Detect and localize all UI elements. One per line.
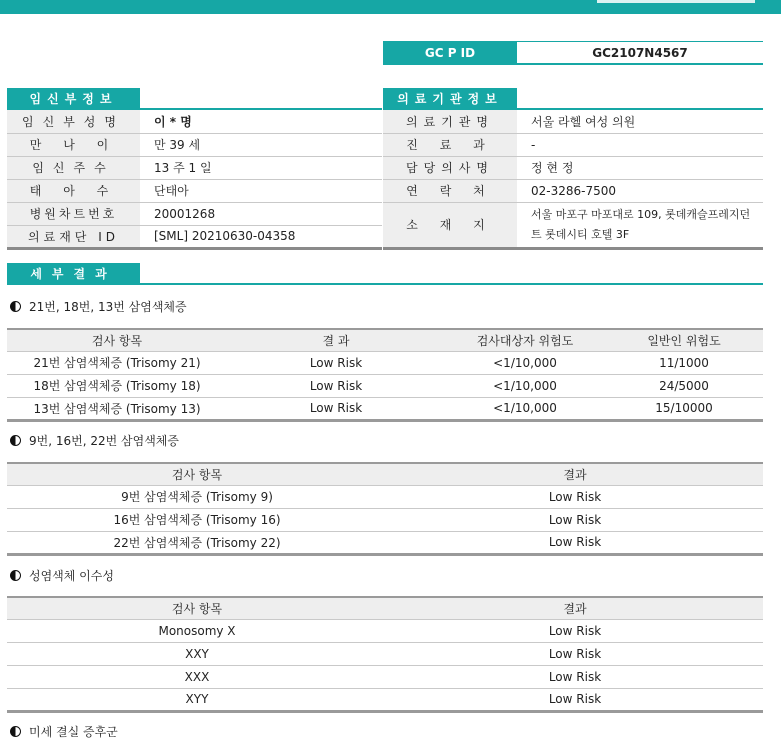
table-row	[7, 397, 763, 420]
institution-value: -	[517, 133, 763, 156]
institution-value: 서울 라헬 여성 의원	[517, 110, 763, 133]
table-row	[7, 688, 763, 711]
patient-value: 20001268	[140, 202, 382, 225]
column-header: 결과	[387, 463, 763, 485]
patient-row	[7, 202, 382, 225]
table-row	[7, 351, 763, 374]
table-row	[7, 508, 763, 531]
result: Low Risk	[387, 485, 763, 508]
general-risk: 24/5000	[605, 374, 763, 397]
detail-results-header	[7, 263, 763, 285]
gcp-id-value: GC2107N4567	[517, 41, 763, 65]
group3-title-row	[10, 567, 114, 584]
patient-value: [SML] 20210630-04358	[140, 225, 382, 248]
table-row	[7, 619, 763, 642]
patient-key: 만 나 이	[7, 133, 140, 156]
institution-key: 의료기관명	[383, 110, 517, 133]
result: Low Risk	[387, 619, 763, 642]
institution-info-header	[383, 88, 763, 110]
test-item: Monosomy X	[7, 619, 387, 642]
table-row	[7, 485, 763, 508]
column-header: 일반인 위험도	[605, 329, 763, 351]
top-bar	[0, 0, 781, 14]
institution-key: 소 재 지	[383, 202, 517, 248]
institution-row	[383, 133, 763, 156]
gcp-id-row	[383, 41, 763, 65]
institution-row	[383, 179, 763, 202]
subject-risk: <1/10,000	[445, 351, 605, 374]
subject-risk: <1/10,000	[445, 374, 605, 397]
result: Low Risk	[387, 531, 763, 554]
patient-value: 이 * 명	[140, 110, 382, 133]
institution-value: 02-3286-7500	[517, 179, 763, 202]
group1-title: 21번, 18번, 13번 삼염색체증	[29, 300, 187, 314]
column-header: 검사대상자 위험도	[445, 329, 605, 351]
institution-value: 서울 마포구 마포대로 109, 롯데캐슬프레지던트 롯데시티 호텔 3F	[517, 202, 763, 248]
patient-value: 만 39 세	[140, 133, 382, 156]
group2-title: 9번, 16번, 22번 삼염색체증	[29, 434, 179, 448]
patient-key: 임신주수	[7, 156, 140, 179]
test-item: 13번 삼염색체증 (Trisomy 13)	[7, 397, 227, 420]
result: Low Risk	[227, 374, 445, 397]
patient-info-table	[7, 110, 382, 250]
patient-value: 13 주 1 일	[140, 156, 382, 179]
institution-key: 연 락 처	[383, 179, 517, 202]
half-circle-bullet-icon	[10, 726, 21, 737]
group2-title-row	[10, 432, 179, 449]
column-header: 검사 항목	[7, 463, 387, 485]
result: Low Risk	[387, 642, 763, 665]
column-header: 결 과	[227, 329, 445, 351]
patient-info-header	[7, 88, 382, 110]
institution-row	[383, 110, 763, 133]
test-item: 16번 삼염색체증 (Trisomy 16)	[7, 508, 387, 531]
patient-value: 단태아	[140, 179, 382, 202]
test-item: 9번 삼염색체증 (Trisomy 9)	[7, 485, 387, 508]
patient-key: 태 아 수	[7, 179, 140, 202]
patient-info-title: 임신부정보	[7, 88, 140, 110]
group4-title-row	[10, 723, 118, 738]
test-item: XYY	[7, 688, 387, 711]
half-circle-bullet-icon	[10, 301, 21, 312]
institution-value: 정 현 정	[517, 156, 763, 179]
patient-key: 의료재단 ID	[7, 225, 140, 248]
result: Low Risk	[227, 351, 445, 374]
institution-info-table	[383, 110, 763, 250]
test-item: 22번 삼염색체증 (Trisomy 22)	[7, 531, 387, 554]
subject-risk: <1/10,000	[445, 397, 605, 420]
half-circle-bullet-icon	[10, 570, 21, 581]
table-row	[7, 665, 763, 688]
table-row	[7, 642, 763, 665]
column-header: 결과	[387, 597, 763, 619]
patient-key: 임신부성명	[7, 110, 140, 133]
group1-table	[7, 328, 763, 422]
group2-table	[7, 462, 763, 556]
patient-key: 병원차트번호	[7, 202, 140, 225]
patient-row	[7, 110, 382, 133]
table-row	[7, 531, 763, 554]
test-item: XXY	[7, 642, 387, 665]
group3-table	[7, 596, 763, 713]
institution-row	[383, 156, 763, 179]
test-item: 21번 삼염색체증 (Trisomy 21)	[7, 351, 227, 374]
patient-row	[7, 179, 382, 202]
institution-key: 진 료 과	[383, 133, 517, 156]
result: Low Risk	[387, 665, 763, 688]
test-item: XXX	[7, 665, 387, 688]
table-row	[7, 374, 763, 397]
group4-title: 미세 결실 증후군	[29, 725, 118, 738]
test-item: 18번 삼염색체증 (Trisomy 18)	[7, 374, 227, 397]
column-header: 검사 항목	[7, 329, 227, 351]
general-risk: 15/10000	[605, 397, 763, 420]
institution-key: 담당의사명	[383, 156, 517, 179]
detail-results-title: 세부결과	[7, 263, 140, 285]
patient-row	[7, 133, 382, 156]
result: Low Risk	[387, 688, 763, 711]
patient-row	[7, 156, 382, 179]
gcp-id-label: GC P ID	[383, 41, 517, 65]
column-header: 검사 항목	[7, 597, 387, 619]
group3-title: 성염색체 이수성	[29, 569, 114, 583]
institution-info-title: 의료기관정보	[383, 88, 517, 110]
institution-row	[383, 202, 763, 248]
half-circle-bullet-icon	[10, 435, 21, 446]
top-bar-tab	[597, 0, 755, 3]
group1-title-row	[10, 298, 187, 315]
result: Low Risk	[387, 508, 763, 531]
general-risk: 11/1000	[605, 351, 763, 374]
result: Low Risk	[227, 397, 445, 420]
patient-row	[7, 225, 382, 248]
